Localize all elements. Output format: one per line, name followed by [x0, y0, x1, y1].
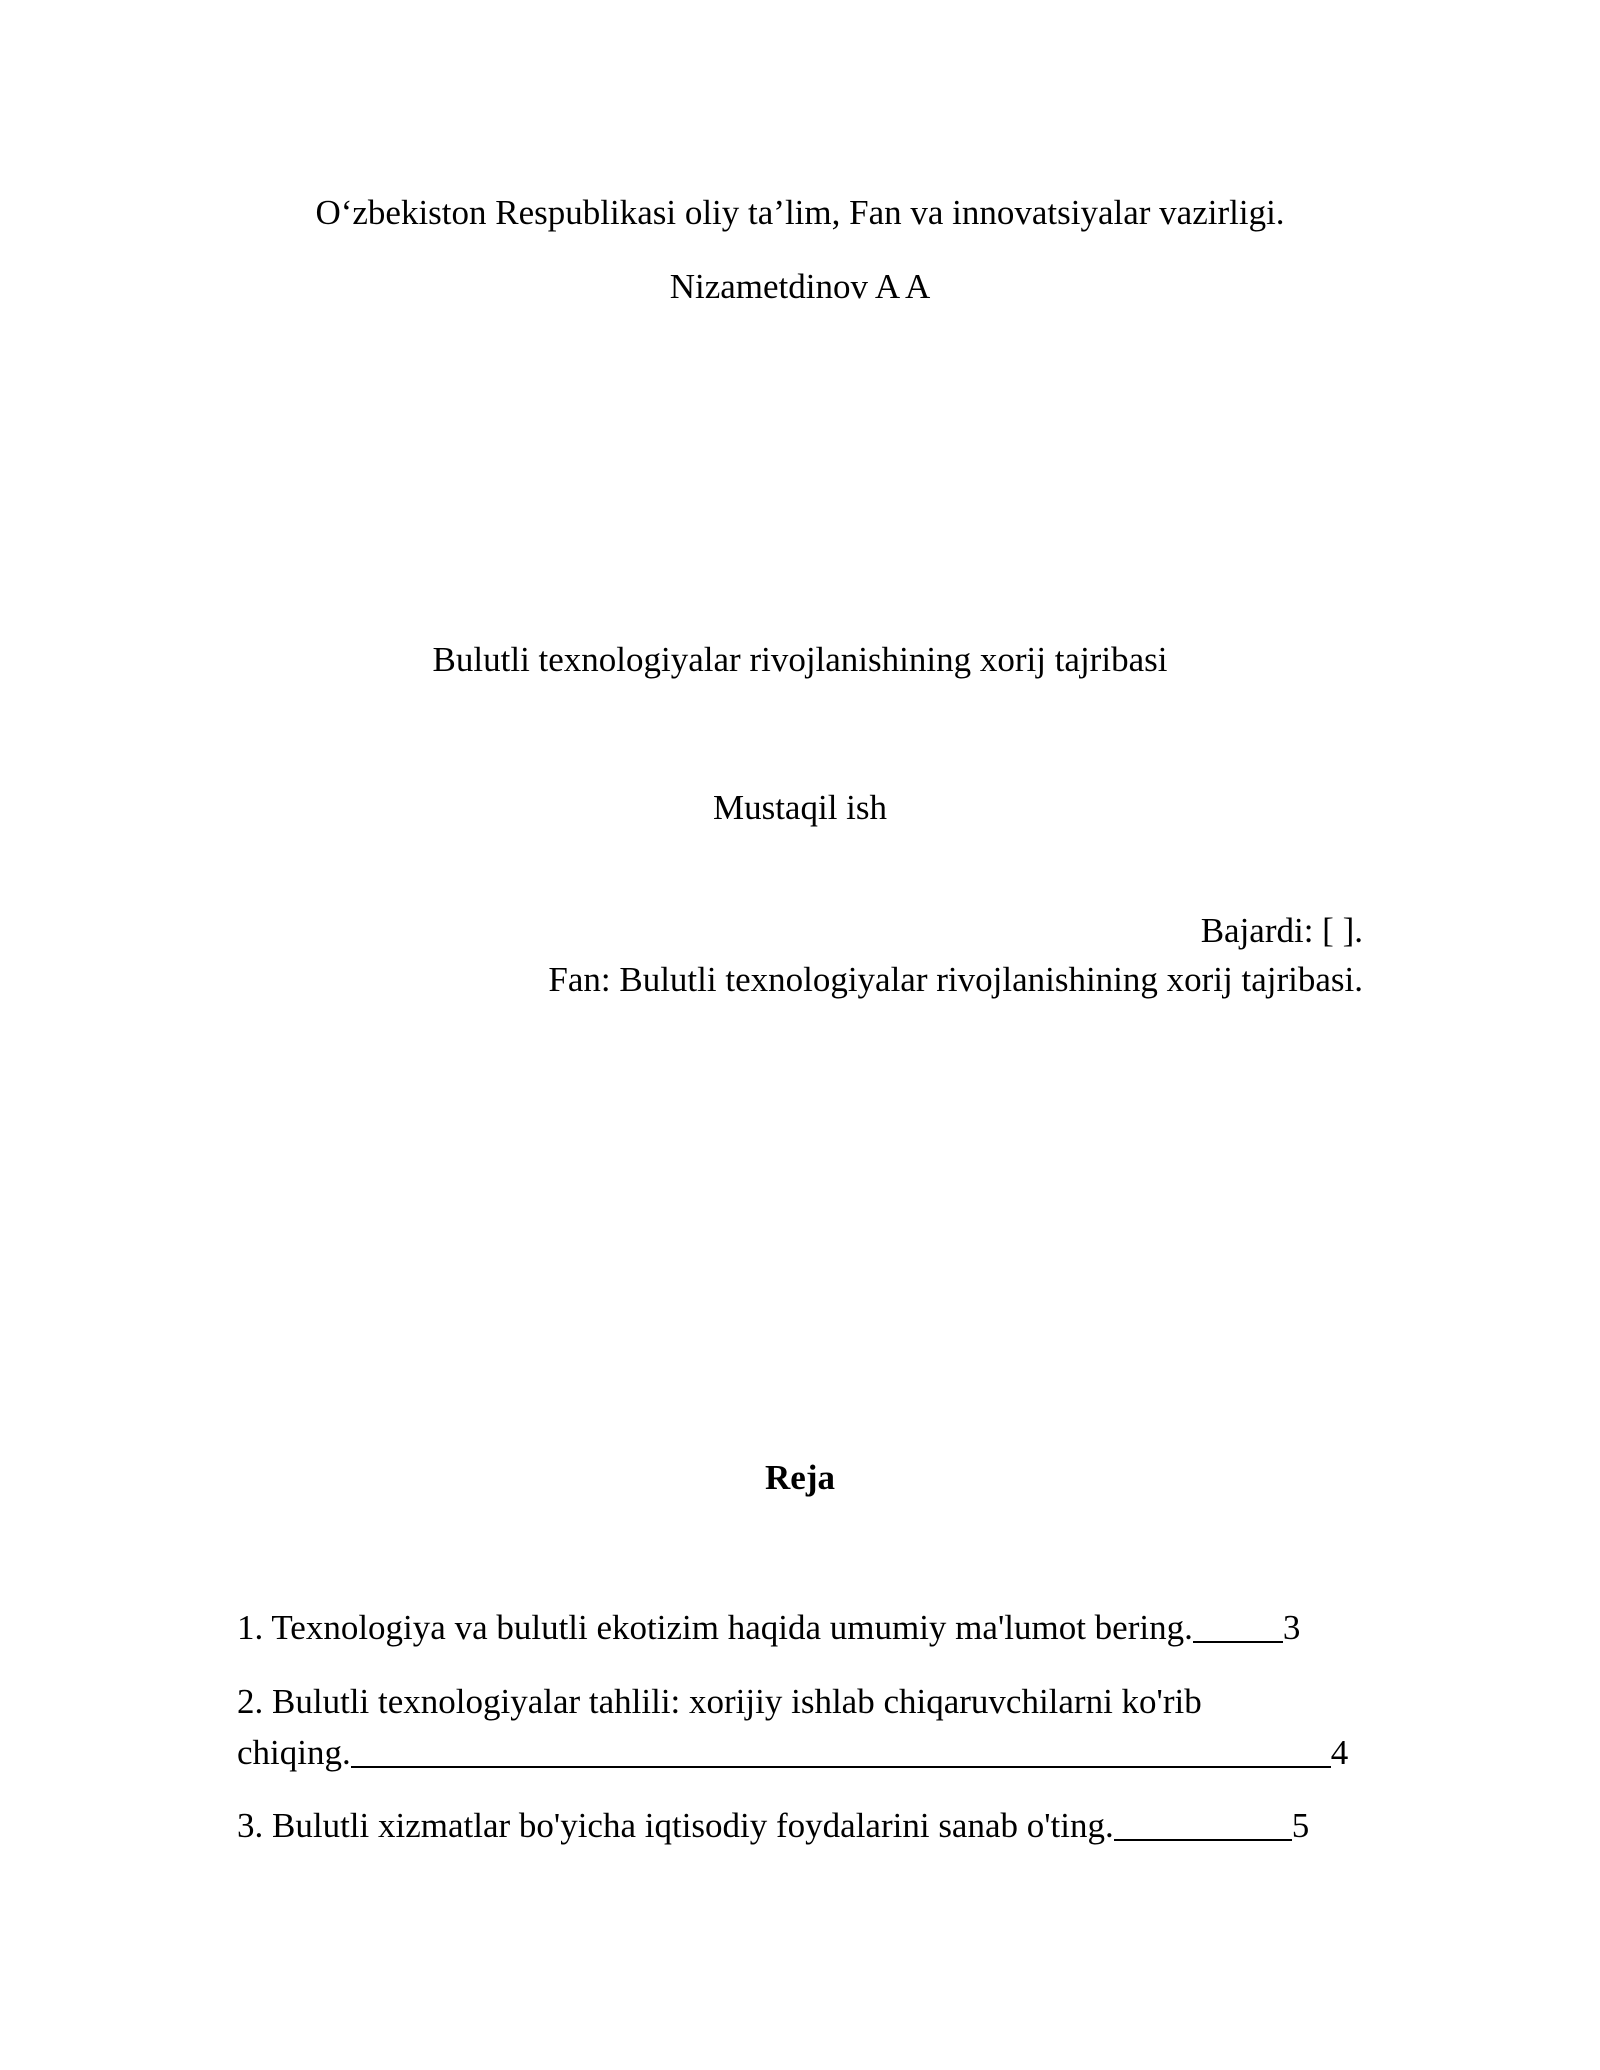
ministry-name: O‘zbekiston Respublikasi oliy ta’lim, Fan va innovatsiyalar vazirligi.	[315, 193, 1285, 232]
plan-item-page: 3	[1282, 1608, 1301, 1647]
work-type: Mustaqil ish	[712, 788, 888, 827]
plan-item	[237, 1806, 1357, 1846]
plan-item-underline	[1114, 1838, 1292, 1841]
plan-item-underline	[1193, 1640, 1283, 1643]
plan-item-page: 5	[1291, 1806, 1310, 1845]
plan-item	[237, 1608, 1357, 1648]
plan-item-text: 1. Texnologiya va bulutli ekotizim haqida umumiy ma'lumot bering.	[237, 1608, 1193, 1647]
subject-line: Fan: Bulutli texnologiyalar rivojlanishining xorij tajribasi.	[548, 960, 1363, 999]
author-name: Nizametdinov A A	[669, 267, 931, 306]
plan-item-underline	[351, 1765, 1331, 1768]
plan-item	[237, 1682, 1357, 1773]
plan-item-text: 3. Bulutli xizmatlar bo'yicha iqtisodiy foydalarini sanab o'ting.	[237, 1806, 1114, 1845]
plan-item-page: 4	[1330, 1733, 1349, 1772]
plan-item-text-continued: chiqing.	[237, 1733, 351, 1772]
performer-line: Bajardi: [ ].	[1200, 911, 1363, 950]
plan-heading: Reja	[765, 1458, 835, 1497]
plan-item-text: 2. Bulutli texnologiyalar tahlili: xorijiy ishlab chiqaruvchilarni ko'rib	[237, 1682, 1202, 1721]
document-topic: Bulutli texnologiyalar rivojlanishining xorij tajribasi	[432, 640, 1168, 679]
